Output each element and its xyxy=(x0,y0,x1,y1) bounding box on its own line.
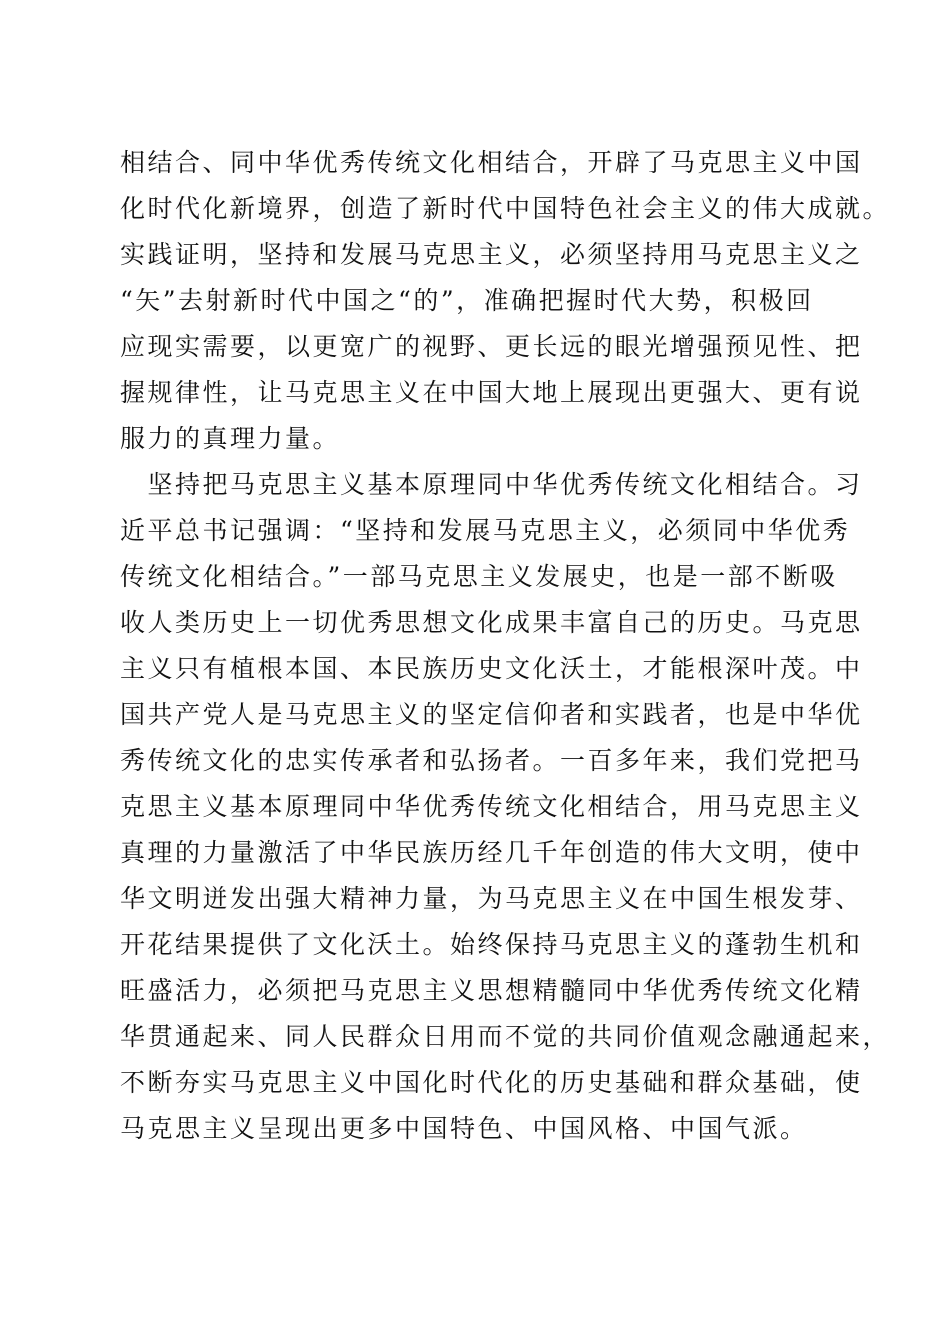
text-line: 国共产党人是马克思主义的坚定信仰者和实践者，也是中华优 xyxy=(120,700,863,729)
text-line: 应现实需要，以更宽广的视野、更长远的眼光增强预见性、把 xyxy=(120,332,863,361)
text-line: 收人类历史上一切优秀思想文化成果丰富自己的历史。马克思 xyxy=(120,608,863,637)
text-line: 化时代化新境界，创造了新时代中国特色社会主义的伟大成就。 xyxy=(120,194,891,223)
text-line: 华贯通起来、同人民群众日用而不觉的共同价值观念融通起来， xyxy=(120,1022,891,1051)
text-line: 马克思主义呈现出更多中国特色、中国风格、中国气派。 xyxy=(120,1114,808,1143)
text-line: 旺盛活力，必须把马克思主义思想精髓同中华优秀传统文化精 xyxy=(120,976,863,1005)
text-line: 近平总书记强调：“坚持和发展马克思主义，必须同中华优秀 xyxy=(120,516,851,545)
text-line: 开花结果提供了文化沃土。始终保持马克思主义的蓬勃生机和 xyxy=(120,930,863,959)
text-line: 服力的真理力量。 xyxy=(120,424,341,453)
text-line: 真理的力量激活了中华民族历经几千年创造的伟大文明，使中 xyxy=(120,838,863,867)
text-line: 实践证明，坚持和发展马克思主义，必须坚持用马克思主义之 xyxy=(120,240,863,269)
paragraph-1 xyxy=(120,140,891,462)
text-line: 握规律性，让马克思主义在中国大地上展现出更强大、更有说 xyxy=(120,378,863,407)
text-line: 坚持把马克思主义基本原理同中华优秀传统文化相结合。习 xyxy=(120,470,863,499)
text-line: 相结合、同中华优秀传统文化相结合，开辟了马克思主义中国 xyxy=(120,148,863,177)
text-line: “矢”去射新时代中国之“的”，准确把握时代大势，积极回 xyxy=(120,286,814,315)
paragraph-2 xyxy=(120,462,891,1152)
text-line: 华文明迸发出强大精神力量，为马克思主义在中国生根发芽、 xyxy=(120,884,863,913)
text-line: 不断夯实马克思主义中国化时代化的历史基础和群众基础，使 xyxy=(120,1068,863,1097)
text-line: 秀传统文化的忠实传承者和弘扬者。一百多年来，我们党把马 xyxy=(120,746,863,775)
text-line: 克思主义基本原理同中华优秀传统文化相结合，用马克思主义 xyxy=(120,792,863,821)
text-line: 主义只有植根本国、本民族历史文化沃土，才能根深叶茂。中 xyxy=(120,654,863,683)
text-line: 传统文化相结合。”一部马克思主义发展史，也是一部不断吸 xyxy=(120,562,838,591)
